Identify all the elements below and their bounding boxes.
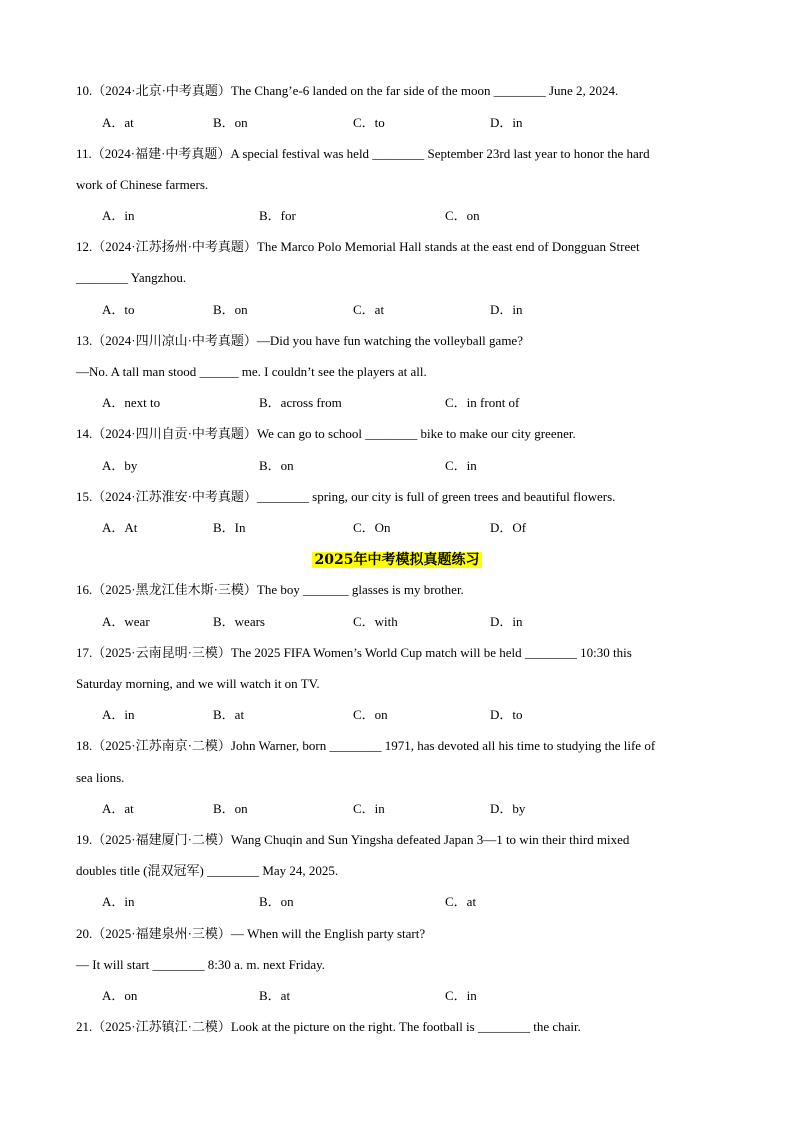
option-b: B．for [259, 208, 296, 223]
option-d: D．to [490, 707, 523, 722]
question-19-text-cont: doubles title (混双冠军) ________ May 24, 2025. [76, 863, 339, 878]
option-a: A．wear [102, 614, 150, 629]
option-d: D．in [490, 115, 523, 130]
option-c: C．to [353, 115, 385, 130]
question-16-text: 16.（2025·黑龙江佳木斯·三模）The boy _______ glasses is my brother. [76, 582, 464, 597]
question-17-text: 17.（2025·云南昆明·三模）The 2025 FIFA Women’s World Cup match will be held ________ 10:30 this [76, 645, 632, 660]
question-18-options [102, 801, 722, 817]
option-b: B．at [259, 988, 291, 1003]
option-b: B．on [259, 458, 294, 473]
option-d: D．in [490, 614, 523, 629]
question-15-text: 15.（2024·江苏淮安·中考真题）________ spring, our city is full of green trees and beautiful flowers. [76, 489, 616, 504]
option-a: A．at [102, 115, 134, 130]
option-c: C．at [445, 894, 477, 909]
question-18-text-cont: sea lions. [76, 770, 125, 785]
option-d: D．in [490, 302, 523, 317]
question-17-options [102, 707, 722, 723]
question-17-text-cont: Saturday morning, and we will watch it on TV. [76, 676, 320, 691]
section-title [0, 550, 794, 571]
option-a: A．in [102, 707, 135, 722]
section-title-text: 2025年中考模拟真题练习 [312, 552, 483, 568]
question-14-text: 14.（2024·四川自贡·中考真题）We can go to school ________ bike to make our city greener. [76, 426, 576, 441]
question-14-options [102, 458, 722, 474]
option-a: A．At [102, 520, 138, 535]
question-18-text: 18.（2025·江苏南京·二模）John Warner, born ________ 1971, has devoted all his time to studying the life of [76, 738, 656, 753]
option-c: C．On [353, 520, 391, 535]
option-a: A．at [102, 801, 134, 816]
question-12-text: 12.（2024·江苏扬州·中考真题）The Marco Polo Memorial Hall stands at the east end of Dongguan Street [76, 239, 640, 254]
option-a: A．in [102, 894, 135, 909]
option-b: B．wears [213, 614, 265, 629]
question-13-text-cont: —No. A tall man stood ______ me. I couldn’t see the players at all. [76, 364, 427, 379]
option-b: B．on [213, 302, 248, 317]
option-b: B．In [213, 520, 246, 535]
question-19-options [102, 894, 722, 910]
question-15-options [102, 520, 722, 536]
question-20-text-cont: — It will start ________ 8:30 a. m. next Friday. [76, 957, 326, 972]
option-a: A．to [102, 302, 135, 317]
question-16-options [102, 614, 722, 630]
option-a: A．next to [102, 395, 161, 410]
question-11-text-cont: work of Chinese farmers. [76, 177, 209, 192]
question-11-text: 11.（2024·福建·中考真题）A special festival was held ________ September 23rd last year to honor the hard [76, 146, 650, 161]
question-21-text: 21.（2025·江苏镇江·二模）Look at the picture on the right. The football is ________ the chair. [76, 1019, 581, 1034]
option-c: C．in [353, 801, 385, 816]
option-d: D．by [490, 801, 526, 816]
option-a: A．in [102, 208, 135, 223]
option-c: C．at [353, 302, 385, 317]
option-a: A．by [102, 458, 138, 473]
option-c: C．in [445, 458, 477, 473]
question-13-text: 13.（2024·四川凉山·中考真题）—Did you have fun watching the volleyball game? [76, 333, 523, 348]
option-c: C．with [353, 614, 398, 629]
option-c: C．in front of [445, 395, 520, 410]
question-20-text: 20.（2025·福建泉州·三模）— When will the English party start? [76, 926, 426, 941]
option-b: B．across from [259, 395, 342, 410]
question-11-options [102, 208, 722, 224]
option-b: B．at [213, 707, 245, 722]
question-10-options [102, 115, 722, 131]
option-d: D．Of [490, 520, 527, 535]
question-12-options [102, 302, 722, 318]
option-b: B．on [213, 115, 248, 130]
option-c: C．in [445, 988, 477, 1003]
option-a: A．on [102, 988, 138, 1003]
option-c: C．on [353, 707, 388, 722]
question-10-text: 10.（2024·北京·中考真题）The Chang’e-6 landed on the far side of the moon ________ June 2, 2024. [76, 83, 619, 98]
question-12-text-cont: ________ Yangzhou. [76, 270, 187, 285]
question-13-options [102, 395, 722, 411]
question-19-text: 19.（2025·福建厦门·二模）Wang Chuqin and Sun Yingsha defeated Japan 3—1 to win their third mixed [76, 832, 630, 847]
question-20-options [102, 988, 722, 1004]
option-b: B．on [259, 894, 294, 909]
option-c: C．on [445, 208, 480, 223]
option-b: B．on [213, 801, 248, 816]
